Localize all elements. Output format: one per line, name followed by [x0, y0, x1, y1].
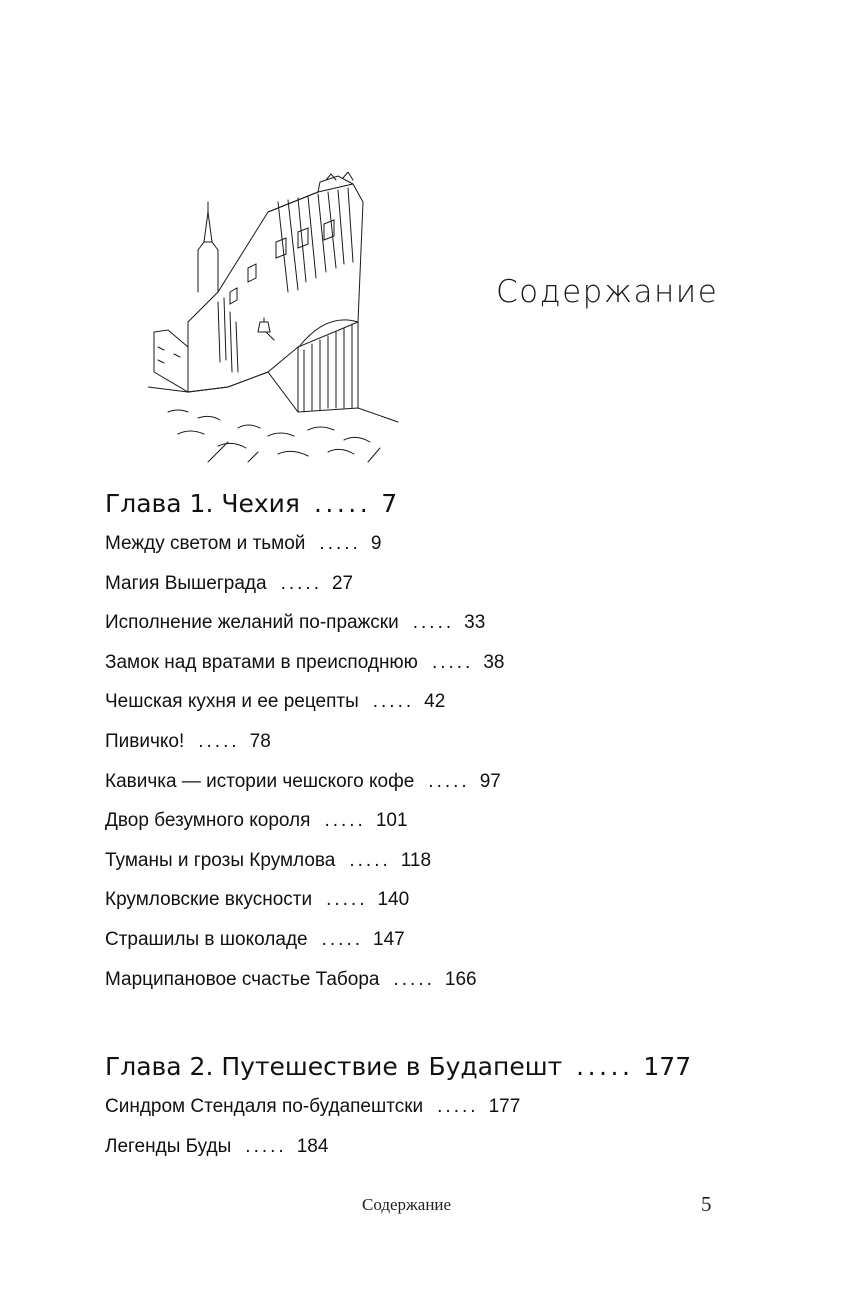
dot-leader: .....	[393, 968, 435, 990]
dot-leader: .....	[372, 691, 415, 713]
toc-entry[interactable]	[105, 801, 805, 841]
street-sketch-illustration	[148, 172, 410, 464]
entry-page: 177	[488, 1096, 521, 1118]
dot-leader: .....	[319, 533, 361, 554]
entry-page: 101	[375, 810, 408, 832]
dot-leader: .....	[428, 770, 470, 792]
running-footer-title: Содержание	[362, 1195, 452, 1214]
entry-title: Пивичко!	[105, 730, 185, 752]
entry-title: Чешская кухня и ее рецепты	[105, 691, 359, 713]
entry-title: Страшилы в шоколаде	[105, 928, 308, 950]
entry-title: Исполнение желаний по-пражски	[105, 612, 399, 634]
entry-title: Кавичка — истории чешского кофе	[105, 770, 415, 792]
entry-title: Марципановое счастье Табора	[105, 968, 380, 990]
chapter-title: Глава 2. Путешествие в Будапешт	[105, 1052, 563, 1082]
entry-title: Магия Вышеграда	[105, 572, 267, 594]
toc-entry[interactable]	[105, 1087, 805, 1127]
toc-entry[interactable]	[105, 1127, 805, 1167]
entry-page: 33	[464, 612, 486, 634]
chapter-page: 7	[381, 489, 398, 518]
toc-entry[interactable]	[105, 960, 805, 1000]
entry-title: Туманы и грозы Крумлова	[105, 849, 336, 871]
dot-leader: .....	[198, 730, 240, 752]
toc-entry[interactable]	[105, 682, 805, 722]
dot-leader: .....	[324, 810, 366, 832]
entry-title: Синдром Стендаля по-будапештски	[105, 1096, 424, 1118]
entry-page: 140	[377, 889, 410, 911]
entry-title: Легенды Буды	[105, 1135, 232, 1157]
chapter-heading[interactable]	[105, 1047, 805, 1087]
dot-leader: .....	[412, 612, 455, 634]
toc-entry[interactable]	[105, 722, 805, 762]
entry-title: Между светом и тьмой	[105, 533, 306, 554]
chapter-page: 177	[643, 1052, 692, 1082]
toc-entry[interactable]	[105, 841, 805, 881]
dot-leader: .....	[431, 651, 474, 673]
chapter-heading[interactable]	[105, 484, 805, 524]
entry-title: Крумловские вкусности	[105, 889, 313, 911]
entry-page: 9	[370, 533, 382, 554]
dot-leader: .....	[245, 1135, 287, 1157]
entry-page: 184	[296, 1135, 329, 1157]
entry-page: 147	[373, 928, 405, 950]
dot-leader: .....	[576, 1052, 634, 1082]
entry-title: Двор безумного короля	[105, 810, 311, 832]
entry-title: Замок над вратами в преисподнюю	[105, 651, 418, 673]
entry-page: 97	[479, 770, 501, 792]
toc-entry[interactable]	[105, 643, 805, 683]
page-title: Содержание	[496, 274, 719, 310]
entry-page: 118	[400, 849, 432, 871]
toc-entry[interactable]	[105, 524, 805, 564]
toc-entry[interactable]	[105, 564, 805, 604]
entry-page: 42	[424, 691, 446, 713]
entry-page: 38	[483, 651, 505, 673]
toc-entry[interactable]	[105, 762, 805, 802]
toc-entry[interactable]	[105, 603, 805, 643]
dot-leader: .....	[349, 849, 391, 871]
toc-entry[interactable]	[105, 920, 805, 960]
chapter-title: Глава 1. Чехия	[105, 489, 300, 518]
table-of-contents	[105, 484, 805, 1166]
dot-leader: .....	[321, 928, 364, 950]
entry-page: 27	[331, 572, 354, 594]
entry-page: 166	[444, 968, 477, 990]
page-number: 5	[701, 1192, 712, 1216]
entry-page: 78	[249, 730, 271, 752]
dot-leader: .....	[326, 889, 368, 911]
dot-leader: .....	[313, 489, 372, 518]
dot-leader: .....	[437, 1096, 479, 1118]
dot-leader: .....	[280, 572, 322, 594]
toc-entry[interactable]	[105, 880, 805, 920]
